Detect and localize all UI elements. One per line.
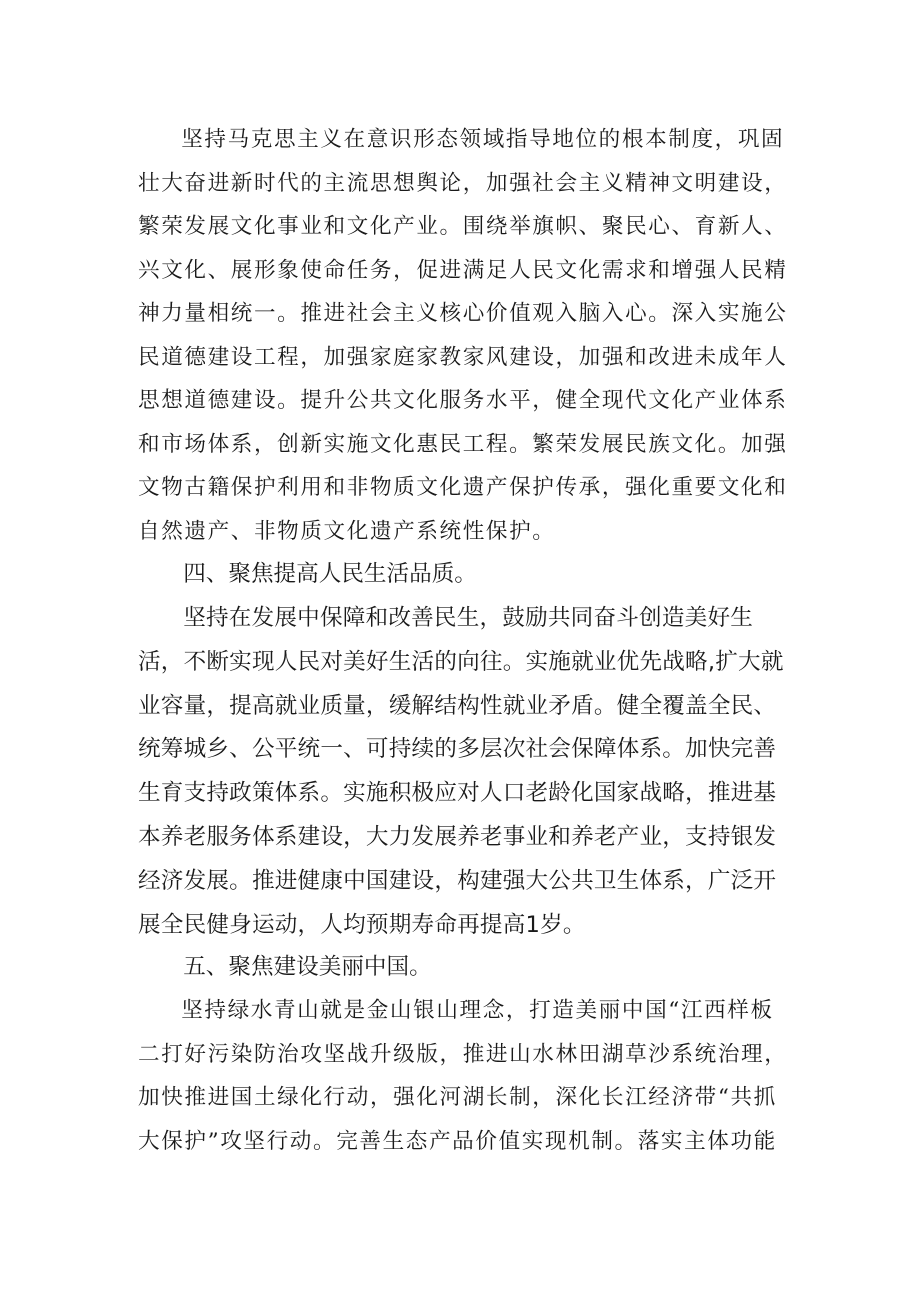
section-heading-4: 四、聚焦提高人民生活品质。	[183, 561, 477, 587]
paragraph-culture: 坚持马克思主义在意识形态领域指导地位的根本制度，巩固壮大奋进新时代的主流思想舆论，加强社会主义精神文明建设，繁荣发展文化事业和文化产业。围绕举旗帜、聚民心、育新人、兴文化、展形象使命任务，促进满足人民文化需求和增强人民精神力量相统一。推进社会主义核心价值观入脑入心。深入实施公民道德建设工程，加强家庭家教家风建设，加强和改进未成年人思想道德建设。提升公共文化服务水平，健全现代文化产业体系和市场体系，创新实施文化惠民工程。繁荣发展民族文化。加强文物古籍保护利用和非物质文化遗产保护传承，强化重要文化和自然遗产、非物质文化遗产系统性保护。	[138, 127, 788, 544]
paragraph-livelihood: 坚持在发展中保障和改善民生，鼓励共同奋斗创造美好生活，不断实现人民对美好生活的向往。实施就业优先战略,扩大就业容量，提高就业质量，缓解结构性就业矛盾。健全覆盖全民、统筹城乡、公平统一、可持续的多层次社会保障体系。加快完善生育支持政策体系。实施积极应对人口老龄化国家战略，推进基本养老服务体系建设，大力发展养老事业和养老产业，支持银发经济发展。推进健康中国建设，构建强大公共卫生体系，广泛开展全民健身运动，人均预期寿命再提高1岁。	[138, 605, 784, 938]
paragraph-ecology: 坚持绿水青山就是金山银山理念，打造美丽中国“江西样板二打好污染防治攻坚战升级版，推进山水林田湖草沙系统治理，加快推进国土绿化行动，强化河湖长制，深化长江经济带“共抓大保护”攻坚行动。完善生态产品价值实现机制。落实主体功能	[138, 998, 788, 1154]
section-heading-5: 五、聚焦建设美丽中国。	[183, 954, 432, 980]
